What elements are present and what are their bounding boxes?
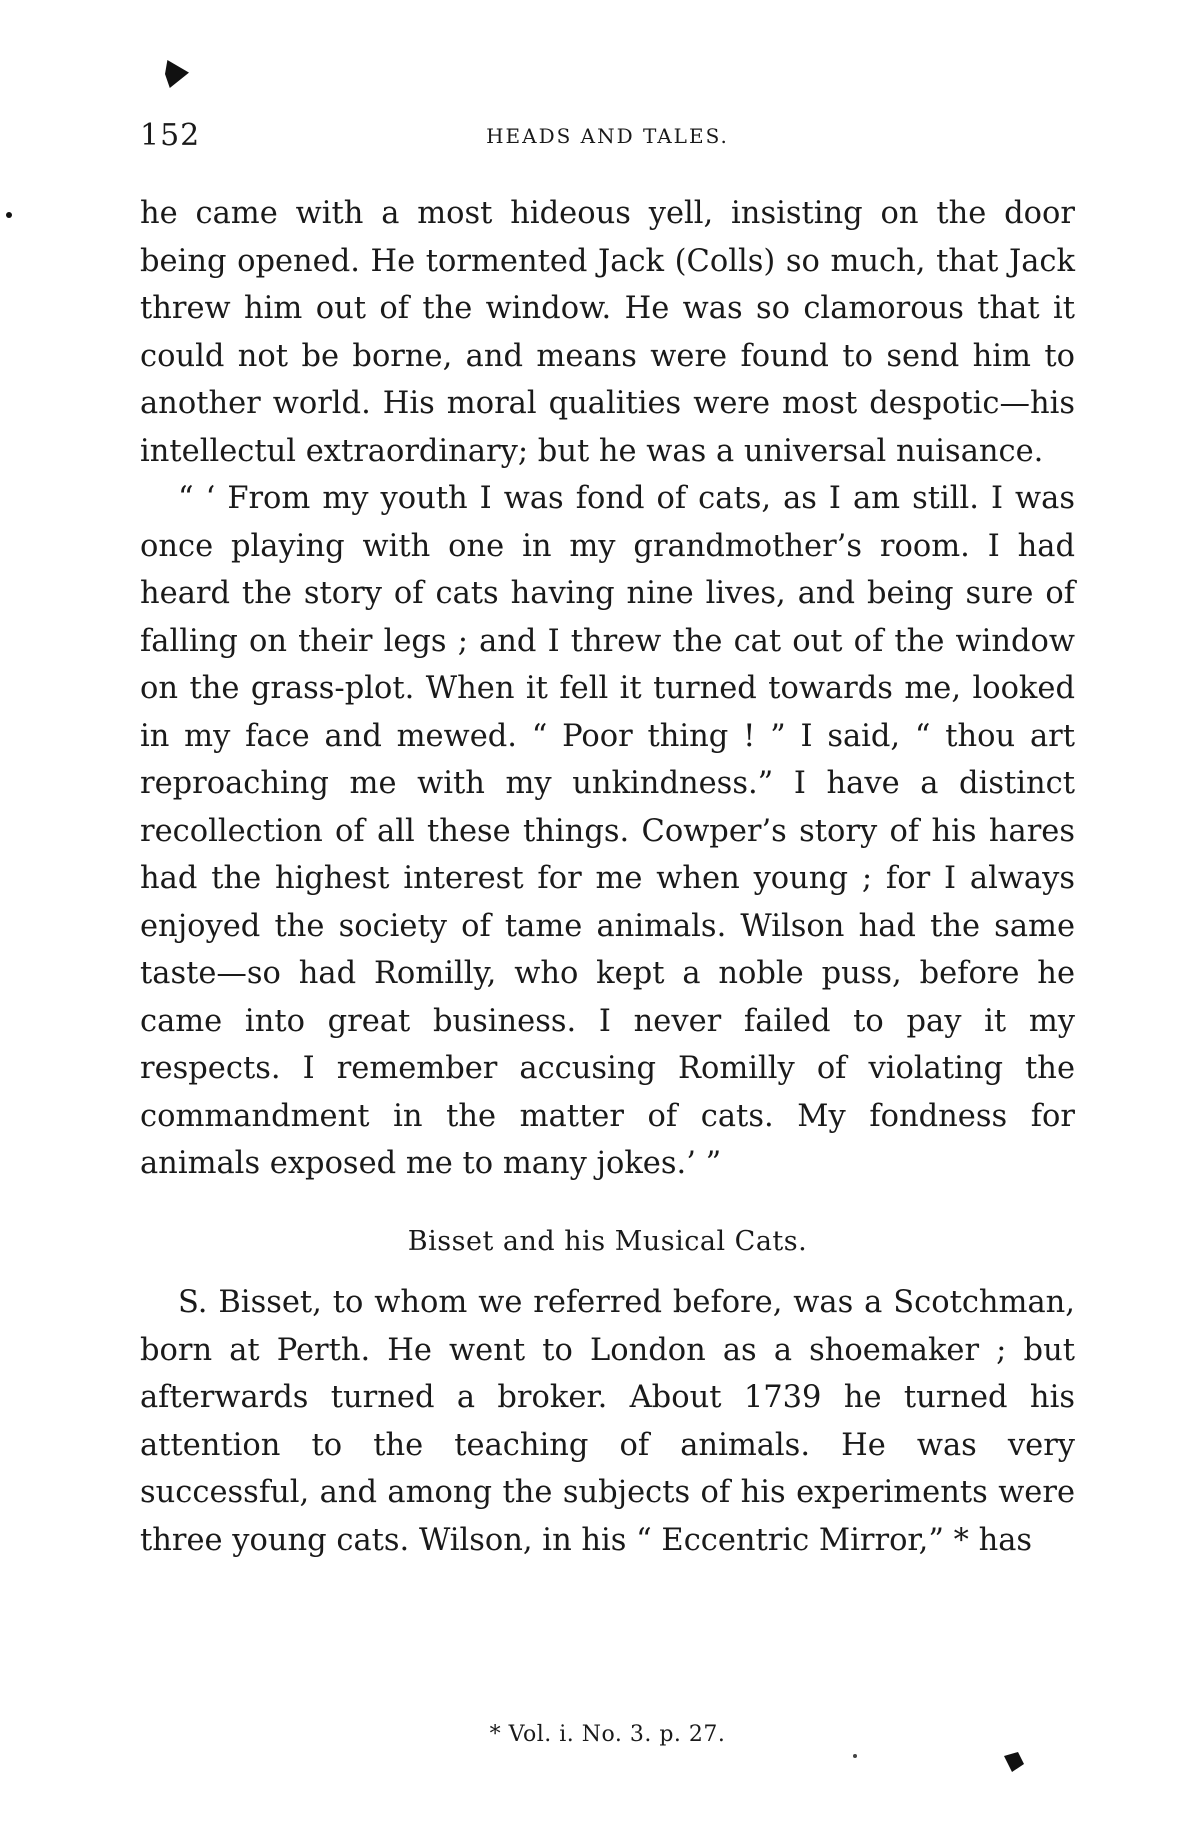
printer-mark (6, 212, 12, 218)
page-header (140, 118, 1075, 158)
page-number: 152 (140, 118, 201, 153)
paragraph: S. Bisset, to whom we referred before, was a Scotchman, born at Perth. He went to London as a shoemaker ; but afterwards turned a broker. About 1739 he turned his attention to the teaching of animals. He was very successful, and among the subjects of his experiments were three young cats. Wilson, in his “ Eccentric Mirror,” * has (140, 1285, 1075, 1558)
section-heading: Bisset and his Musical Cats. (407, 1225, 808, 1257)
paragraph: he came with a most hideous yell, insisting on the door being opened. He tormented Jack (Colls) so much, that Jack threw him out of the window. He was so clamorous that it could not be borne, and means were found to send him to another world. His moral qualities were most despotic—his intellectul extraordinary; but he was a universal nuisance. (140, 196, 1075, 469)
running-head: HEADS AND TALES. (486, 124, 729, 148)
printer-mark (1004, 1752, 1024, 1772)
printer-mark (853, 1754, 857, 1758)
printer-mark (165, 60, 189, 88)
footnote: * Vol. i. No. 3. p. 27. (489, 1722, 726, 1747)
body-text (140, 190, 1075, 1564)
paragraph: “ ‘ From my youth I was fond of cats, as I am still. I was once playing with one in my grandmother’s room. I had heard the story of cats having nine lives, and being sure of falling on their legs ; and I threw the cat out of the window on the grass-plot. When it fell it turned towards me, looked in my face and mewed. “ Poor thing ! ” I said, “ thou art reproaching me with my unkindness.” I have a distinct recollection of all these things. Cowper’s story of his hares had the highest interest for me when young ; for I always enjoyed the society of tame animals. Wilson had the same taste—so had Romilly, who kept a noble puss, before he came into great business. I never failed to pay it my respects. I remember accusing Romilly of violating the commandment in the matter of cats. My fondness for animals exposed me to many jokes.’ ” (140, 481, 1075, 1181)
